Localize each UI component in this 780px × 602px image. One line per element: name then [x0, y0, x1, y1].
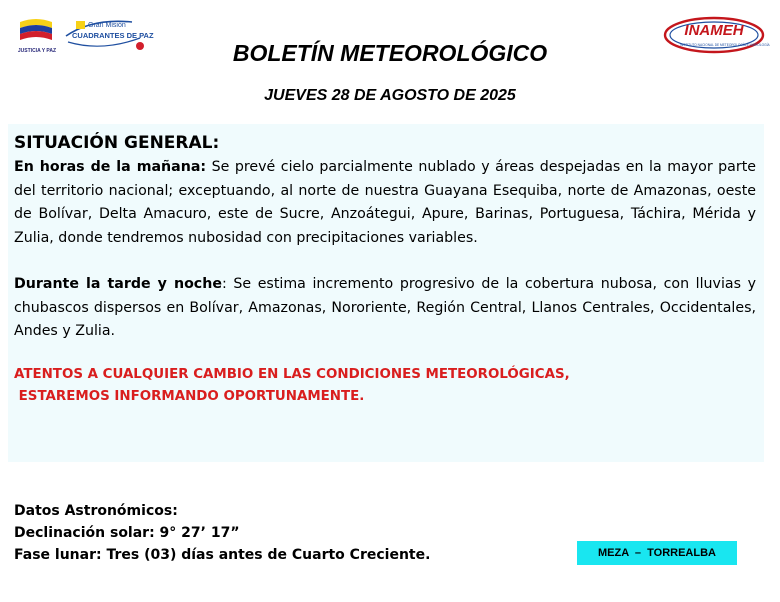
authors-stamp: MEZA – TORREALBA [577, 541, 737, 565]
morning-label: En horas de la mañana: [14, 159, 207, 175]
afternoon-text: : Se estima incremento progresivo de la cobertura nubosa, con lluvias y chubascos dispersos en Bolívar, Amazonas, Nororiente, Región Central, Llanos Centrales, Occidentales, Andes y Zulia. [14, 276, 756, 339]
afternoon-label: Durante la tarde y noche [14, 276, 222, 292]
solar-declination: Declinación solar: 9° 27’ 17” [14, 525, 240, 541]
afternoon-paragraph [14, 273, 756, 344]
alert-line-1: ATENTOS A CUALQUIER CAMBIO EN LAS CONDICIONES METEOROLÓGICAS, [14, 366, 570, 382]
morning-paragraph [14, 156, 756, 250]
bulletin-date: JUEVES 28 DE AGOSTO DE 2025 [264, 87, 516, 104]
alert-line-2: ESTAREMOS INFORMANDO OPORTUNAMENTE. [14, 388, 365, 404]
astro-title: Datos Astronómicos: [14, 503, 178, 519]
bulletin-title: BOLETÍN METEOROLÓGICO [232, 40, 548, 66]
justicia-caption: JUSTICIA Y PAZ [17, 48, 57, 54]
situacion-heading: SITUACIÓN GENERAL: [14, 133, 220, 153]
mision-line1: Gran Misión [88, 22, 126, 29]
mision-line2: CUADRANTES DE PAZ [72, 31, 154, 40]
inameh-subtitle: INSTITUTO NACIONAL DE METEOROLOGÍA E HIDROLOGÍA [680, 43, 770, 47]
inameh-name: INAMEH [684, 22, 744, 39]
morning-text: Se prevé cielo parcialmente nublado y áreas despejadas en la mayor parte del territorio nacional; exceptuando, al norte de nuestra Guayana Esequiba, norte de Amazonas, oeste de Bolívar, Delta Amacuro, este de Sucre, Anzoátegui, Apure, Barinas, Portuguesa, Táchira, Mérida y Zulia, donde tendremos nubosidad con precipitaciones variables. [14, 159, 756, 246]
situacion-panel [8, 124, 764, 462]
astronomical-data [14, 500, 430, 566]
moon-phase: Fase lunar: Tres (03) días antes de Cuarto Creciente. [14, 547, 431, 563]
